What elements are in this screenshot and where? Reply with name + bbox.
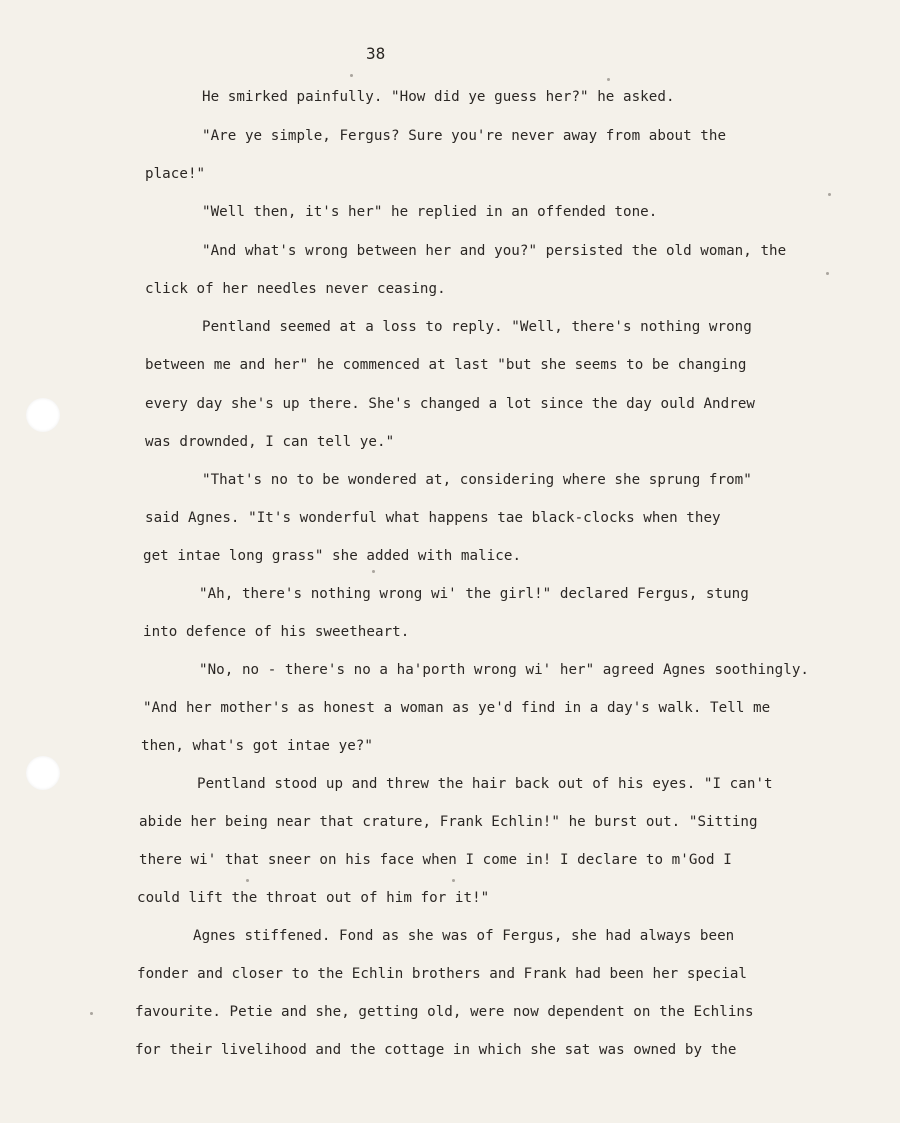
text-line: for their livelihood and the cottage in which she sat was owned by the xyxy=(135,1042,737,1058)
text-line: "And her mother's as honest a woman as ye'd find in a day's walk. Tell me xyxy=(143,700,771,716)
text-line: Pentland seemed at a loss to reply. "Well, there's nothing wrong xyxy=(202,319,752,335)
text-line: was drownded, I can tell ye." xyxy=(145,434,395,450)
text-line: get intae long grass" she added with malice. xyxy=(143,548,522,564)
text-line: fonder and closer to the Echlin brothers and Frank had been her special xyxy=(137,966,748,982)
text-line: every day she's up there. She's changed a lot since the day ould Andrew xyxy=(145,396,756,412)
text-line: "And what's wrong between her and you?" persisted the old woman, the xyxy=(202,243,787,259)
text-line: He smirked painfully. "How did ye guess her?" he asked. xyxy=(202,89,675,105)
ink-speck xyxy=(607,78,610,81)
ink-speck xyxy=(246,879,249,882)
text-line: "Well then, it's her" he replied in an offended tone. xyxy=(202,204,658,220)
text-line: there wi' that sneer on his face when I come in! I declare to m'God I xyxy=(139,852,732,868)
ink-speck xyxy=(372,570,375,573)
text-line: between me and her" he commenced at last "but she seems to be changing xyxy=(145,357,747,373)
text-line: into defence of his sweetheart. xyxy=(143,624,410,640)
ink-speck xyxy=(452,879,455,882)
text-line: Pentland stood up and threw the hair back out of his eyes. "I can't xyxy=(197,776,773,792)
text-line: "That's no to be wondered at, considering where she sprung from" xyxy=(202,472,752,488)
ink-speck xyxy=(350,74,353,77)
text-line: click of her needles never ceasing. xyxy=(145,281,446,297)
text-line: Agnes stiffened. Fond as she was of Fergus, she had always been xyxy=(193,928,735,944)
text-line: place!" xyxy=(145,166,206,182)
ink-speck xyxy=(828,193,831,196)
text-line: then, what's got intae ye?" xyxy=(141,738,373,754)
text-line: said Agnes. "It's wonderful what happens tae black-clocks when they xyxy=(145,510,721,526)
text-line: abide her being near that crature, Frank Echlin!" he burst out. "Sitting xyxy=(139,814,758,830)
text-line: "No, no - there's no a ha'porth wrong wi' her" agreed Agnes soothingly. xyxy=(199,662,810,678)
text-line: "Are ye simple, Fergus? Sure you're never away from about the xyxy=(202,128,727,144)
text-line: "Ah, there's nothing wrong wi' the girl!" declared Fergus, stung xyxy=(199,586,749,602)
text-line: favourite. Petie and she, getting old, were now dependent on the Echlins xyxy=(135,1004,754,1020)
ink-speck xyxy=(826,272,829,275)
page-number: 38 xyxy=(366,44,386,63)
ink-speck xyxy=(90,1012,93,1015)
text-line: could lift the throat out of him for it!" xyxy=(137,890,490,906)
